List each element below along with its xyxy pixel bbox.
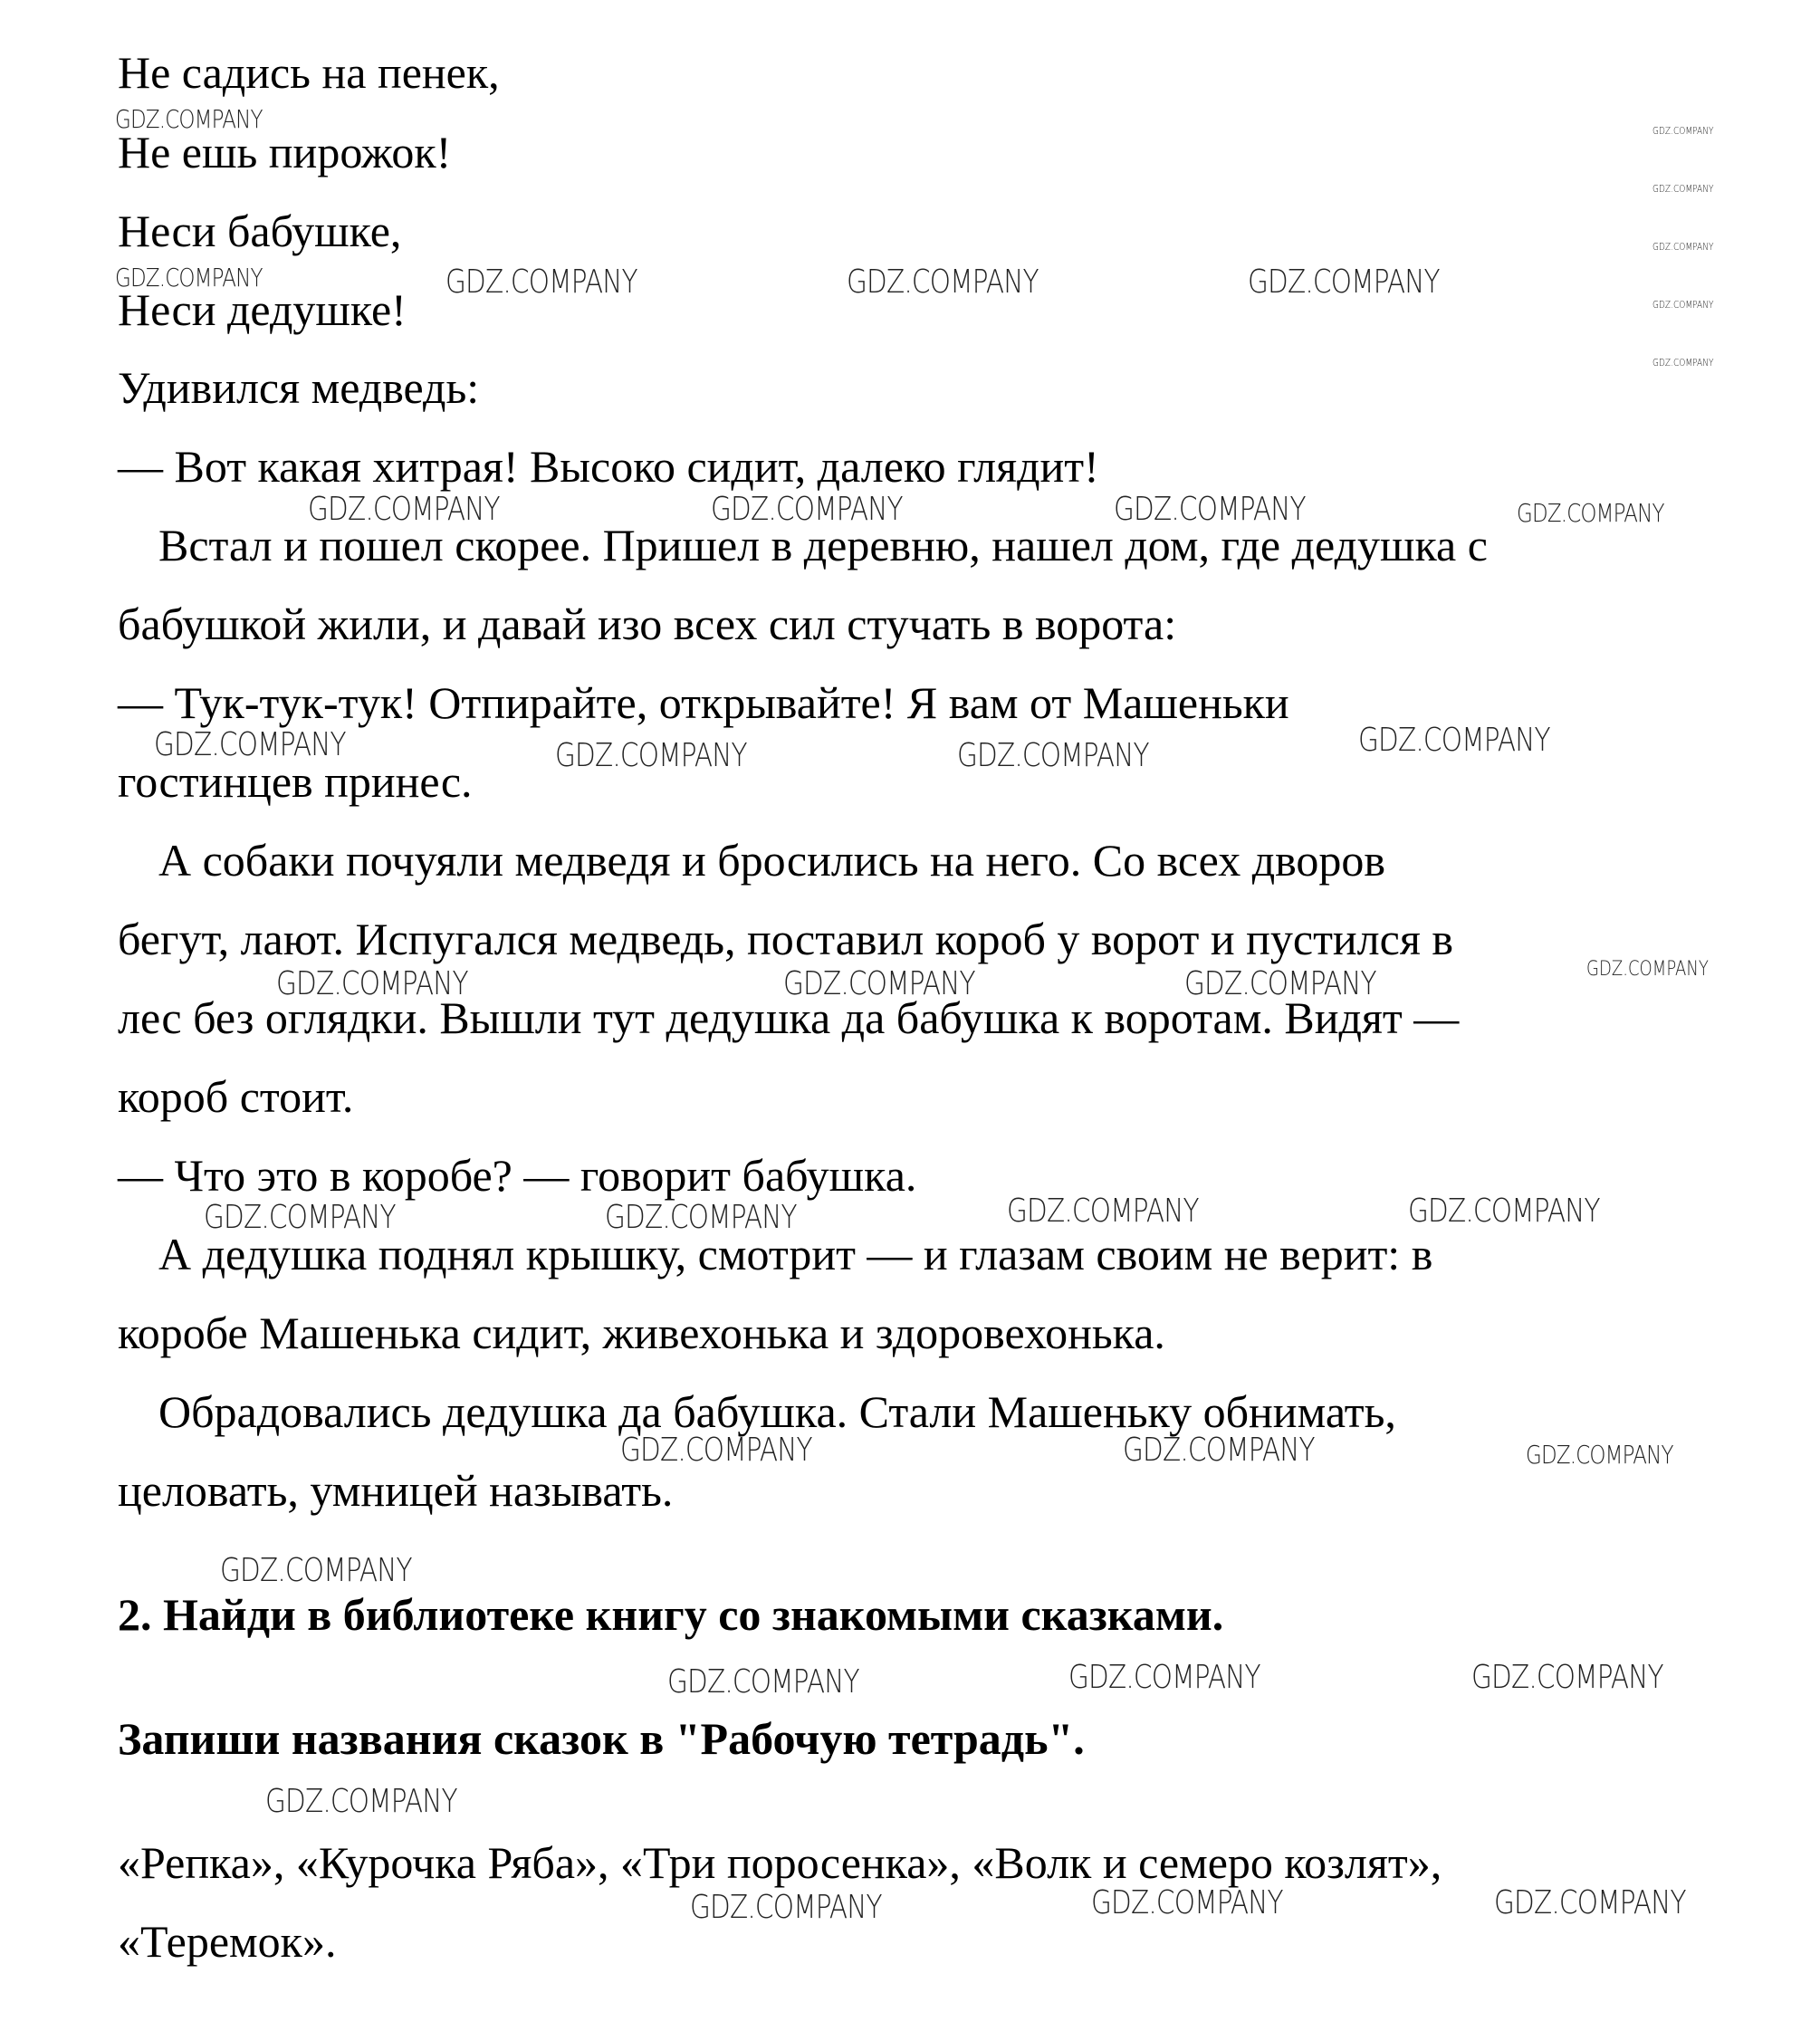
task-subheading: Запиши названия сказок в "Рабочую тетрадь".	[118, 1713, 1085, 1764]
story-line: — Вот какая хитрая! Высоко сидит, далеко глядит!	[118, 441, 1099, 492]
task-answer: «Репка», «Курочка Ряба», «Три поросенка», «Волк и семеро козлят»,	[118, 1837, 1442, 1888]
watermark: GDZ.COMPANY	[1123, 1432, 1315, 1469]
story-line: Не ешь пирожок!	[118, 127, 452, 177]
story-line: Встал и пошел скорее. Пришел в деревню, нашел дом, где дедушка с	[158, 520, 1488, 570]
watermark: GDZ.COMPANY	[1517, 498, 1664, 528]
watermark: GDZ.COMPANY	[1652, 357, 1714, 369]
watermark: GDZ.COMPANY	[1652, 125, 1714, 137]
story-line: короб стоит.	[118, 1071, 354, 1122]
story-line: Неси дедушке!	[118, 284, 407, 335]
watermark: GDZ.COMPANY	[620, 1432, 812, 1469]
story-line: А собаки почуяли медведя и бросились на него. Со всех дворов	[158, 835, 1386, 886]
story-line: коробе Машенька сидит, живехонька и здоровехонька.	[118, 1308, 1165, 1358]
watermark: GDZ.COMPANY	[1184, 965, 1376, 1002]
watermark: GDZ.COMPANY	[1007, 1193, 1199, 1230]
watermark: GDZ.COMPANY	[204, 1199, 396, 1236]
watermark: GDZ.COMPANY	[1471, 1659, 1663, 1696]
watermark: GDZ.COMPANY	[1091, 1884, 1283, 1921]
watermark: GDZ.COMPANY	[1586, 958, 1709, 981]
story-line: целовать, умницей называть.	[118, 1465, 674, 1516]
watermark: GDZ.COMPANY	[1526, 1440, 1673, 1470]
task-answer: «Теремок».	[118, 1916, 337, 1967]
watermark: GDZ.COMPANY	[1652, 183, 1714, 195]
watermark: GDZ.COMPANY	[667, 1663, 859, 1700]
watermark: GDZ.COMPANY	[1068, 1659, 1260, 1696]
story-line: лес без оглядки. Вышли тут дедушка да бабушка к воротам. Видят —	[118, 992, 1460, 1043]
watermark: GDZ.COMPANY	[555, 737, 747, 774]
watermark: GDZ.COMPANY	[265, 1783, 457, 1820]
task-heading: 2. Найди в библиотеке книгу со знакомыми сказками.	[118, 1589, 1224, 1640]
watermark: GDZ.COMPANY	[445, 263, 637, 301]
story-line: — Что это в коробе? — говорит бабушка.	[118, 1150, 917, 1201]
watermark: GDZ.COMPANY	[1652, 241, 1714, 253]
watermark: GDZ.COMPANY	[308, 491, 500, 528]
watermark: GDZ.COMPANY	[1114, 491, 1306, 528]
watermark: GDZ.COMPANY	[690, 1889, 882, 1926]
watermark: GDZ.COMPANY	[1248, 263, 1440, 301]
watermark: GDZ.COMPANY	[711, 491, 903, 528]
story-line: Неси бабушке,	[118, 206, 402, 256]
watermark: GDZ.COMPANY	[1494, 1884, 1686, 1921]
watermark: GDZ.COMPANY	[276, 965, 468, 1002]
story-line: Не садись на пенек,	[118, 47, 500, 98]
story-line: гостинцев принес.	[118, 756, 473, 807]
watermark: GDZ.COMPANY	[154, 726, 346, 763]
watermark: GDZ.COMPANY	[957, 737, 1149, 774]
watermark: GDZ.COMPANY	[220, 1552, 412, 1589]
watermark: GDZ.COMPANY	[783, 965, 975, 1002]
watermark: GDZ.COMPANY	[1408, 1193, 1600, 1230]
story-line: Обрадовались дедушка да бабушка. Стали Машеньку обнимать,	[158, 1386, 1396, 1437]
watermark: GDZ.COMPANY	[1652, 299, 1714, 311]
watermark: GDZ.COMPANY	[115, 104, 263, 134]
story-line: Удивился медведь:	[118, 362, 480, 413]
watermark: GDZ.COMPANY	[847, 263, 1039, 301]
story-line: — Тук-тук-тук! Отпирайте, открывайте! Я вам от Машеньки	[118, 677, 1289, 728]
story-line: А дедушка поднял крышку, смотрит — и глазам своим не верит: в	[158, 1229, 1433, 1279]
watermark: GDZ.COMPANY	[115, 263, 263, 292]
watermark: GDZ.COMPANY	[605, 1199, 797, 1236]
story-line: бабушкой жили, и давай изо всех сил стучать в ворота:	[118, 599, 1177, 649]
story-line: бегут, лают. Испугался медведь, поставил короб у ворот и пустился в	[118, 914, 1453, 964]
watermark: GDZ.COMPANY	[1358, 722, 1550, 759]
